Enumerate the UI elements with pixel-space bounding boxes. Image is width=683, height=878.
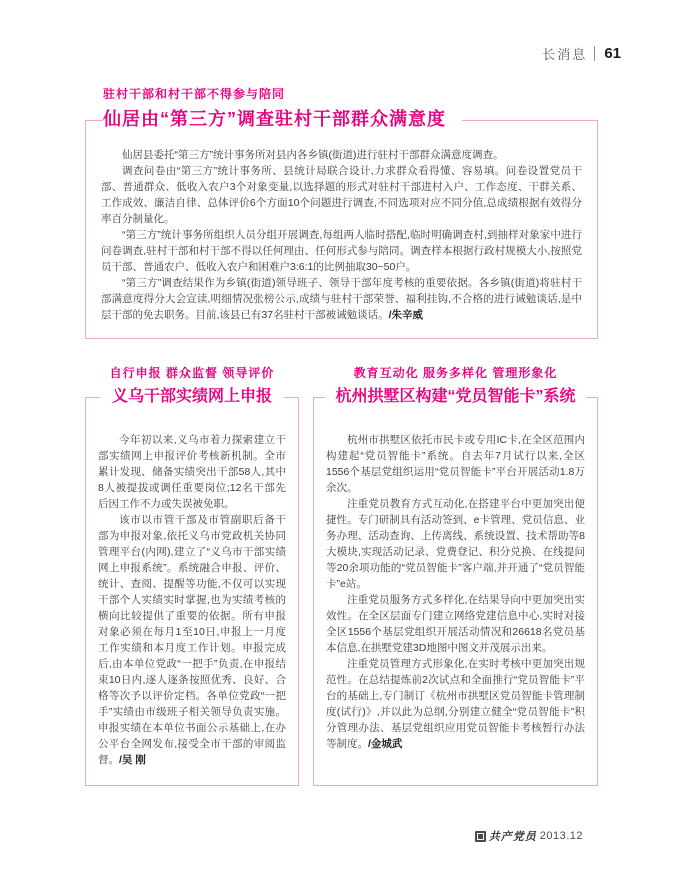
author-byline: /朱辛威 xyxy=(388,309,424,321)
article-gongshu xyxy=(313,365,598,786)
author-byline: /金城武 xyxy=(368,738,403,750)
paragraph: 仙居县委托“第三方”统计事务所对县内各乡镇(街道)进行驻村干部群众满意度调查。 xyxy=(122,149,504,161)
paragraph: 注重党员管理方式形象化,在实时考核中更加突出规范性。在总结提炼前2次试点和全面推行“党员智能卡”平台的基础上,专门制订《杭州市拱墅区党员智能卡管理制度(试行)》,并以此为总纲,分别建立健全“党员智能卡”积分管理办法、基层党组织应用党员智能卡考核暂行办法等制度。/金城武 xyxy=(326,658,585,750)
article-head-wrap xyxy=(85,365,299,408)
paragraph: 调查问卷由“第三方”统计事务所、县统计局联合设计,力求群众看得懂、容易填。问卷设置党员干部、普通群众、低收入农户3个对象变量,以选择题的形式对驻村干部进村入户、工作态度、干群关系、工作成效、廉洁自律、总体评价6个方面10个问题进行调查,不同选项对应不同分值,总成绩根据有效得分率百分制量化。 xyxy=(101,165,582,225)
page-footer xyxy=(475,828,583,844)
article-title: 杭州拱墅区构建“党员智能卡”系统 xyxy=(335,388,576,405)
two-column-row xyxy=(85,365,598,786)
paragraph: “第三方”调查结果作为乡镇(街道)领导班子、领导干部年度考核的重要依据。各乡镇(街道)将驻村干部满意度得分大会宣读,明细情况张榜公示,成绩与驻村干部荣誉、福利挂钩,不合格的进行诫勉谈话,是中层干部的免去职务。目前,该县已有37名驻村干部被诫勉谈话。/朱辛威 xyxy=(101,277,582,321)
article-kicker: 自行申报 群众监督 领导评价 xyxy=(109,366,275,380)
article-body xyxy=(85,131,598,339)
article-head-wrap xyxy=(85,86,598,131)
paragraph: “第三方”统计事务所组织人员分组开展调查,每组两人临时搭配,临时明确调查村,到抽样对象家中进行问卷调查,驻村干部和村干部不得以任何理由、任何形式参与陪同。调查样本根据行政村规模大小,按照党员干部、普通农户、低收入农户和困难户3:6:1的比例抽取30~50户。 xyxy=(101,229,582,273)
article-yiwu xyxy=(85,365,299,786)
paragraph: 该市以市管干部及市管副职后备干部为申报对象,依托义乌市党政机关协同管理平台(内网),建立了“义乌市干部实绩网上申报系统”。系统融合申报、评价、统计、查阅、提醒等功能,不仅可以实现干部个人实绩实时掌握,也为实绩考核的横向比较提供了重要的依据。所有申报对象必须在每月1至10日,申报上一月度工作实绩和本月度工作计划。申报完成后,由本单位党政“一把手”负责,在申报结束10日内,逐人逐条按照优秀、良好、合格等次予以评价定档。各单位党政“一把手”实绩由市级班子相关领导负责实施。申报实绩在本单位书面公示基础上,在办公平台全网发布,接受全市干部的审阅监督。/吴 刚 xyxy=(98,514,286,766)
article-kicker: 教育互动化 服务多样化 管理形象化 xyxy=(353,366,558,380)
section-label: 长消息 xyxy=(542,47,588,62)
issue-date: 2013.12 xyxy=(539,830,583,842)
article-head-wrap xyxy=(313,365,598,408)
article-title: 义乌干部实绩网上申报 xyxy=(111,388,272,405)
paragraph: 注重党员服务方式多样化,在结果导向中更加突出实效性。在全区层面专门建立网络党建信息中心,实时对接全区1556个基层党组织开展活动情况和26618名党员基本信息,在拱墅党建3D地图中图文并茂展示出来。 xyxy=(326,594,585,654)
author-byline: /吴 刚 xyxy=(119,754,146,766)
magazine-logo-icon xyxy=(475,831,486,842)
article-kicker: 驻村干部和村干部不得参与陪同 xyxy=(103,87,286,101)
article-title: 仙居由“第三方”调查驻村干部群众满意度 xyxy=(103,109,446,129)
paragraph: 今年初以来,义乌市着力探索建立干部实绩网上申报评价考核新机制。全市累计发现、储备实绩突出干部58人,其中8人被提拔或调任重要岗位;12名干部先后因工作不力或失误被免职。 xyxy=(98,434,286,510)
header-divider xyxy=(594,46,595,61)
article-body xyxy=(313,408,598,770)
paragraph: 杭州市拱墅区依托市民卡或专用IC卡,在全区范围内构建起“党员智能卡”系统。自去年7月试行以来,全区1556个基层党组织运用“党员智能卡”平台开展活动1.8万余次。 xyxy=(326,434,585,494)
article-head xyxy=(103,86,462,131)
article-body xyxy=(85,408,299,786)
article-xianju xyxy=(85,86,598,339)
article-head xyxy=(325,365,585,408)
magazine-name: 共产党员 xyxy=(488,831,537,843)
running-head xyxy=(542,44,621,63)
article-head xyxy=(100,365,285,408)
page-number: 61 xyxy=(604,45,621,62)
paragraph: 注重党员教育方式互动化,在搭建平台中更加突出便捷性。专门研制具有活动签到、e卡管理、党员信息、业务办理、活动查询、上传离线、系统设置、技术帮助等8大模块,实现活动记录、党费登记、积分兑换、在线提问等20余项功能的“党员智能卡”客户端,并开通了“党员智能卡”e站。 xyxy=(326,498,585,590)
page-content xyxy=(85,86,598,786)
